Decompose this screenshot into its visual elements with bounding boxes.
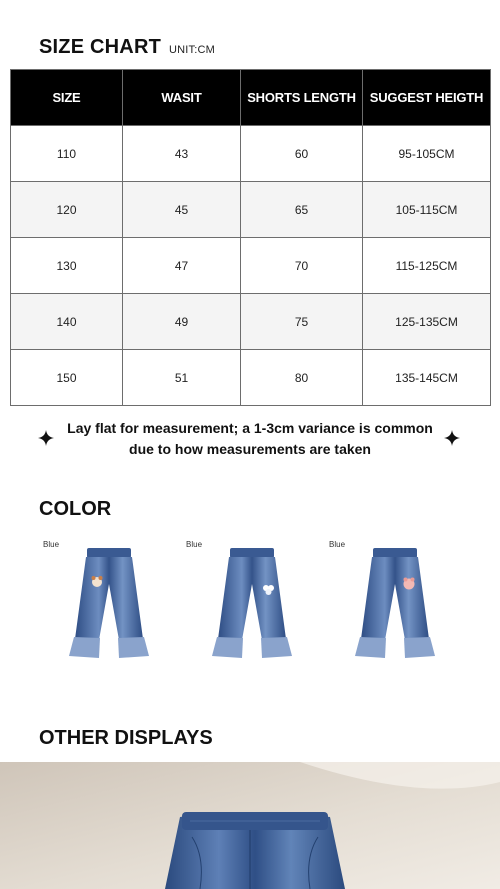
note-line-2: due to how measurements are taken — [129, 441, 371, 457]
color-section-title: COLOR — [39, 498, 112, 520]
note-line-1: Lay flat for measurement; a 1-3cm variance is common — [67, 420, 433, 436]
cell-waist: 43 — [123, 126, 241, 182]
table-row — [11, 294, 491, 350]
color-option-3[interactable] — [329, 538, 449, 663]
jeans-image — [61, 544, 157, 664]
color-label: Blue — [329, 540, 346, 549]
measurement-note — [30, 418, 470, 460]
header-waist: WASIT — [123, 70, 241, 126]
cell-length: 75 — [241, 294, 363, 350]
cell-height: 125-135CM — [363, 294, 491, 350]
sparkle-icon — [444, 430, 460, 446]
cell-size: 130 — [11, 238, 123, 294]
cell-size: 110 — [11, 126, 123, 182]
cell-length: 70 — [241, 238, 363, 294]
table-header-row — [11, 70, 491, 126]
cell-size: 150 — [11, 350, 123, 406]
size-table — [10, 69, 491, 406]
cell-height: 105-115CM — [363, 182, 491, 238]
header-size: SIZE — [11, 70, 123, 126]
table-row — [11, 238, 491, 294]
unit-label: UNIT:CM — [169, 44, 216, 56]
size-chart-title: SIZE CHART — [39, 36, 161, 58]
display-photo — [0, 762, 500, 889]
cell-size: 140 — [11, 294, 123, 350]
table-row — [11, 126, 491, 182]
jeans-image — [204, 544, 300, 664]
cell-waist: 49 — [123, 294, 241, 350]
cell-height: 135-145CM — [363, 350, 491, 406]
cell-size: 120 — [11, 182, 123, 238]
jeans-image — [347, 544, 443, 664]
color-option-2[interactable] — [186, 538, 306, 663]
header-suggest-height: SUGGEST HEIGTH — [363, 70, 491, 126]
cell-length: 80 — [241, 350, 363, 406]
other-displays-title: OTHER DISPLAYS — [39, 727, 213, 749]
table-row — [11, 350, 491, 406]
color-label: Blue — [186, 540, 203, 549]
size-chart-heading — [39, 36, 215, 59]
cell-length: 60 — [241, 126, 363, 182]
cell-length: 65 — [241, 182, 363, 238]
color-option-1[interactable] — [43, 538, 163, 663]
cell-waist: 51 — [123, 350, 241, 406]
jeans-photo-image — [0, 762, 500, 889]
cell-waist: 45 — [123, 182, 241, 238]
table-row — [11, 182, 491, 238]
cell-height: 115-125CM — [363, 238, 491, 294]
color-label: Blue — [43, 540, 60, 549]
header-shorts-length: SHORTS LENGTH — [241, 70, 363, 126]
cell-height: 95-105CM — [363, 126, 491, 182]
cell-waist: 47 — [123, 238, 241, 294]
